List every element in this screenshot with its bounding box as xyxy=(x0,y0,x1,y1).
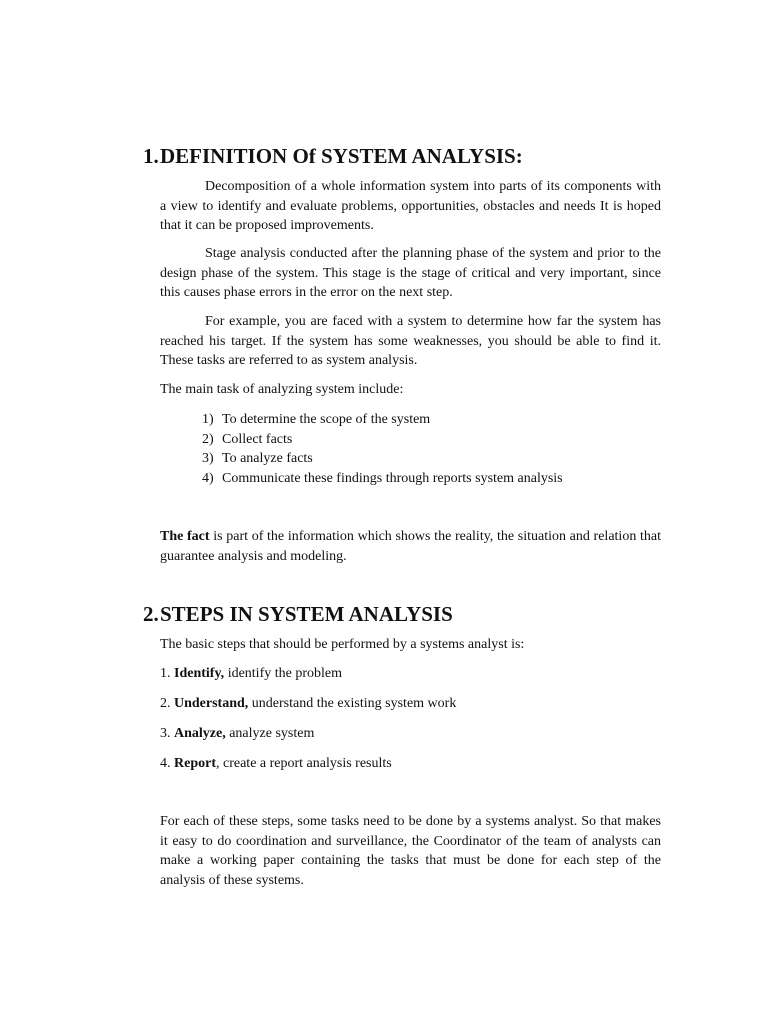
step-item: 3. Analyze, analyze system xyxy=(160,726,315,741)
closing-paragraph: For each of these steps, some tasks need to be done by a systems analyst. So that makes it easy to do coordination and surveillance, the Coordinator of the team of analysts can make a working paper containing the tasks that must be done for each step of the analysis of these systems. xyxy=(160,814,661,888)
fact-paragraph xyxy=(160,527,661,566)
section-1-title: DEFINITION Of SYSTEM ANALYSIS: xyxy=(160,144,523,168)
steps-intro: The basic steps that should be performed by a systems analyst is: xyxy=(160,637,525,652)
main-task-list xyxy=(202,410,662,488)
step-item: 2. Understand, understand the existing system work xyxy=(160,696,457,711)
section-2-heading xyxy=(143,602,663,626)
list-item: 2) Collect facts xyxy=(202,431,293,447)
fact-definition: is part of the information which shows the reality, the situation and relation that guarantee analysis and modeling. xyxy=(160,529,661,564)
list-item: 4) Communicate these findings through reports system analysis xyxy=(202,470,563,486)
definition-paragraph-1: Decomposition of a whole information system into parts of its components with a view to identify and evaluate problems, opportunities, obstacles and needs It is hoped that it can be proposed improvements. xyxy=(160,179,661,233)
definition-paragraph-2: Stage analysis conducted after the planning phase of the system and prior to the design phase of the system. This stage is the stage of critical and very important, since this causes phase errors in the error on the next step. xyxy=(160,246,661,300)
section-2-number: 2. xyxy=(143,602,159,626)
step-item: 1. Identify, identify the problem xyxy=(160,666,342,681)
section-1-number: 1. xyxy=(143,144,159,168)
step-item: 4. Report, create a report analysis results xyxy=(160,756,392,771)
fact-term: The fact xyxy=(160,529,210,544)
list-item: 3) To analyze facts xyxy=(202,451,313,466)
section-2-title: STEPS IN SYSTEM ANALYSIS xyxy=(160,602,453,626)
section-1-heading xyxy=(143,144,663,168)
main-task-intro: The main task of analyzing system include: xyxy=(160,382,404,397)
list-item: 1) To determine the scope of the system xyxy=(202,412,431,427)
definition-paragraph-3: For example, you are faced with a system to determine how far the system has reached his target. If the system has some weaknesses, you should be able to find it. These tasks are referred to as system analysis. xyxy=(160,314,661,368)
